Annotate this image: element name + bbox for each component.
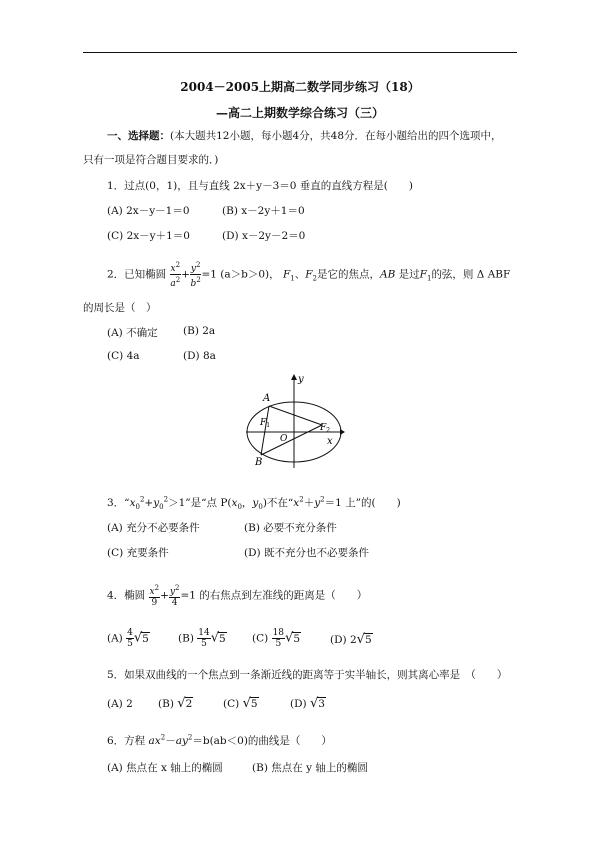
q3-eq: ＝1 上”的( ) bbox=[324, 497, 401, 509]
q2-mid: 是它的焦点， bbox=[317, 268, 381, 281]
q1-option-a: (A) 2x－y－1＝0 bbox=[107, 205, 190, 217]
section-header bbox=[107, 128, 502, 143]
section-desc-1: (本大题共12小题，每小题4分，共48分．在每小题给出的四个选项中， bbox=[170, 130, 502, 142]
label-y: y bbox=[298, 374, 304, 385]
q3-prefix: 3．“ bbox=[107, 497, 130, 509]
label-o: O bbox=[280, 434, 288, 444]
label-x: x bbox=[327, 436, 333, 447]
q2-option-a: (A) 不确定 bbox=[107, 327, 158, 339]
q4-formula-x: $\frac{x^2}{9}$ bbox=[149, 584, 160, 608]
q4-suffix: 的右焦点到左准线的距离是（ ） bbox=[199, 589, 368, 602]
label-b: B bbox=[255, 457, 263, 468]
q4-option-a: (A) $\frac{4}{5}$ √5 bbox=[107, 628, 149, 649]
q2-option-c: (C) 4a bbox=[107, 350, 140, 362]
q3-option-b: (B) 必要不充分条件 bbox=[244, 522, 337, 534]
q6-suffix: ＝b(ab＜0)的曲线是（ ） bbox=[192, 735, 332, 747]
q4-option-d: (D) 2√5 bbox=[330, 632, 372, 647]
q5-option-a: (A) 2 bbox=[107, 698, 133, 710]
q4-stem: 4．椭圆 $\frac{x^2}{9}$ + $\frac{y^2}{4}$ =1 的右焦点到左准线的距离是（ ） bbox=[107, 584, 368, 608]
q2-mid2: 是过 bbox=[398, 268, 420, 281]
q1-option-d: (D) x－2y－2＝0 bbox=[222, 230, 306, 242]
segment-bf2 bbox=[261, 425, 322, 455]
section-desc-2: 只有一项是符合题目要求的．) bbox=[83, 154, 219, 166]
q4-option-b: (B) $\frac{14}{5}$ √5 bbox=[178, 628, 226, 649]
q1-stem: 1．过点(0，1)，且与直线 2x＋y－3＝0 垂直的直线方程是( ) bbox=[107, 180, 413, 192]
q3-option-a: (A) 充分不必要条件 bbox=[107, 522, 200, 534]
ellipse-figure bbox=[240, 372, 345, 468]
q6-option-a: (A) 焦点在 x 轴上的椭圆 bbox=[107, 762, 223, 774]
q3-mid: )不在“ bbox=[262, 497, 294, 509]
q6-stem: 6．方程 $ax^2-ay^2=b(ab<0)$的曲线是（ ） bbox=[107, 733, 332, 747]
q2-option-b: (B) 2a bbox=[183, 325, 216, 337]
segment-af2 bbox=[269, 406, 322, 425]
page-subtitle: —高二上期数学综合练习（三） bbox=[215, 106, 384, 120]
q1-option-b: (B) x－2y＋1＝0 bbox=[222, 205, 305, 217]
q2-line2: 的周长是（ ） bbox=[83, 302, 157, 314]
q3-option-c: (C) 充要条件 bbox=[107, 547, 169, 559]
label-f1: $F_1$ bbox=[260, 418, 271, 429]
page-title: 2004－2005上期高二数学同步练习（18） bbox=[180, 80, 420, 94]
q5-option-b: (B) √2 bbox=[158, 696, 193, 711]
q5-option-c: (C) √5 bbox=[223, 696, 258, 711]
ellipse-formula-x: $\frac{x^2}{a^2}$ bbox=[170, 261, 181, 289]
ellipse-formula-y: $\frac{y^2}{b^2}$ bbox=[190, 261, 201, 289]
q2-option-d: (D) 8a bbox=[183, 350, 216, 362]
q4-option-c: (C) $\frac{18}{5}$ √5 bbox=[252, 628, 301, 649]
q5-option-d: (D) √3 bbox=[290, 696, 325, 711]
y-axis-arrow bbox=[291, 374, 297, 380]
label-f2: $F_2$ bbox=[320, 423, 331, 434]
q5-stem: 5．如果双曲线的一个焦点到一条渐近线的距离等于实半轴长，则其离心率是 （ ） bbox=[107, 669, 508, 681]
section-label: 一、选择题： bbox=[107, 130, 170, 142]
q4-formula-y: $\frac{y^2}{4}$ bbox=[169, 584, 180, 608]
q4-prefix: 4．椭圆 bbox=[107, 589, 146, 602]
q2-stem: 2．已知椭圆 $\frac{x^2}{a^2}$ + $\frac{y^2}{b^2}$ =1 (a＞b＞0)， $F_1$、$F_2$是它的焦点，AB 是过$F_1$的弦，则 Δ ABF bbox=[107, 261, 511, 289]
chord-ab bbox=[261, 406, 269, 455]
q2-prefix: 2．已知椭圆 bbox=[107, 268, 167, 281]
label-a: A bbox=[263, 393, 271, 404]
top-rule bbox=[83, 52, 517, 53]
q3-gt: ＞1”是“点 P( bbox=[168, 497, 232, 509]
q6-prefix: 6．方程 bbox=[107, 735, 146, 747]
q3-option-d: (D) 既不充分也不必要条件 bbox=[244, 547, 369, 559]
q6-option-b: (B) 焦点在 y 轴上的椭圆 bbox=[252, 762, 368, 774]
q1-option-c: (C) 2x－y＋1＝0 bbox=[107, 230, 190, 242]
q2-end: 的弦，则 Δ ABF bbox=[431, 268, 511, 281]
q3-stem: 3．“$x_0^2+y_0^2>1$”是“点 $P(x_0$，$y_0$)不在“$x^2+y^2=1$ 上”的( ) bbox=[107, 495, 401, 512]
q2-cond: (a＞b＞0)， bbox=[220, 268, 280, 281]
q3-comma: ， bbox=[241, 497, 253, 509]
